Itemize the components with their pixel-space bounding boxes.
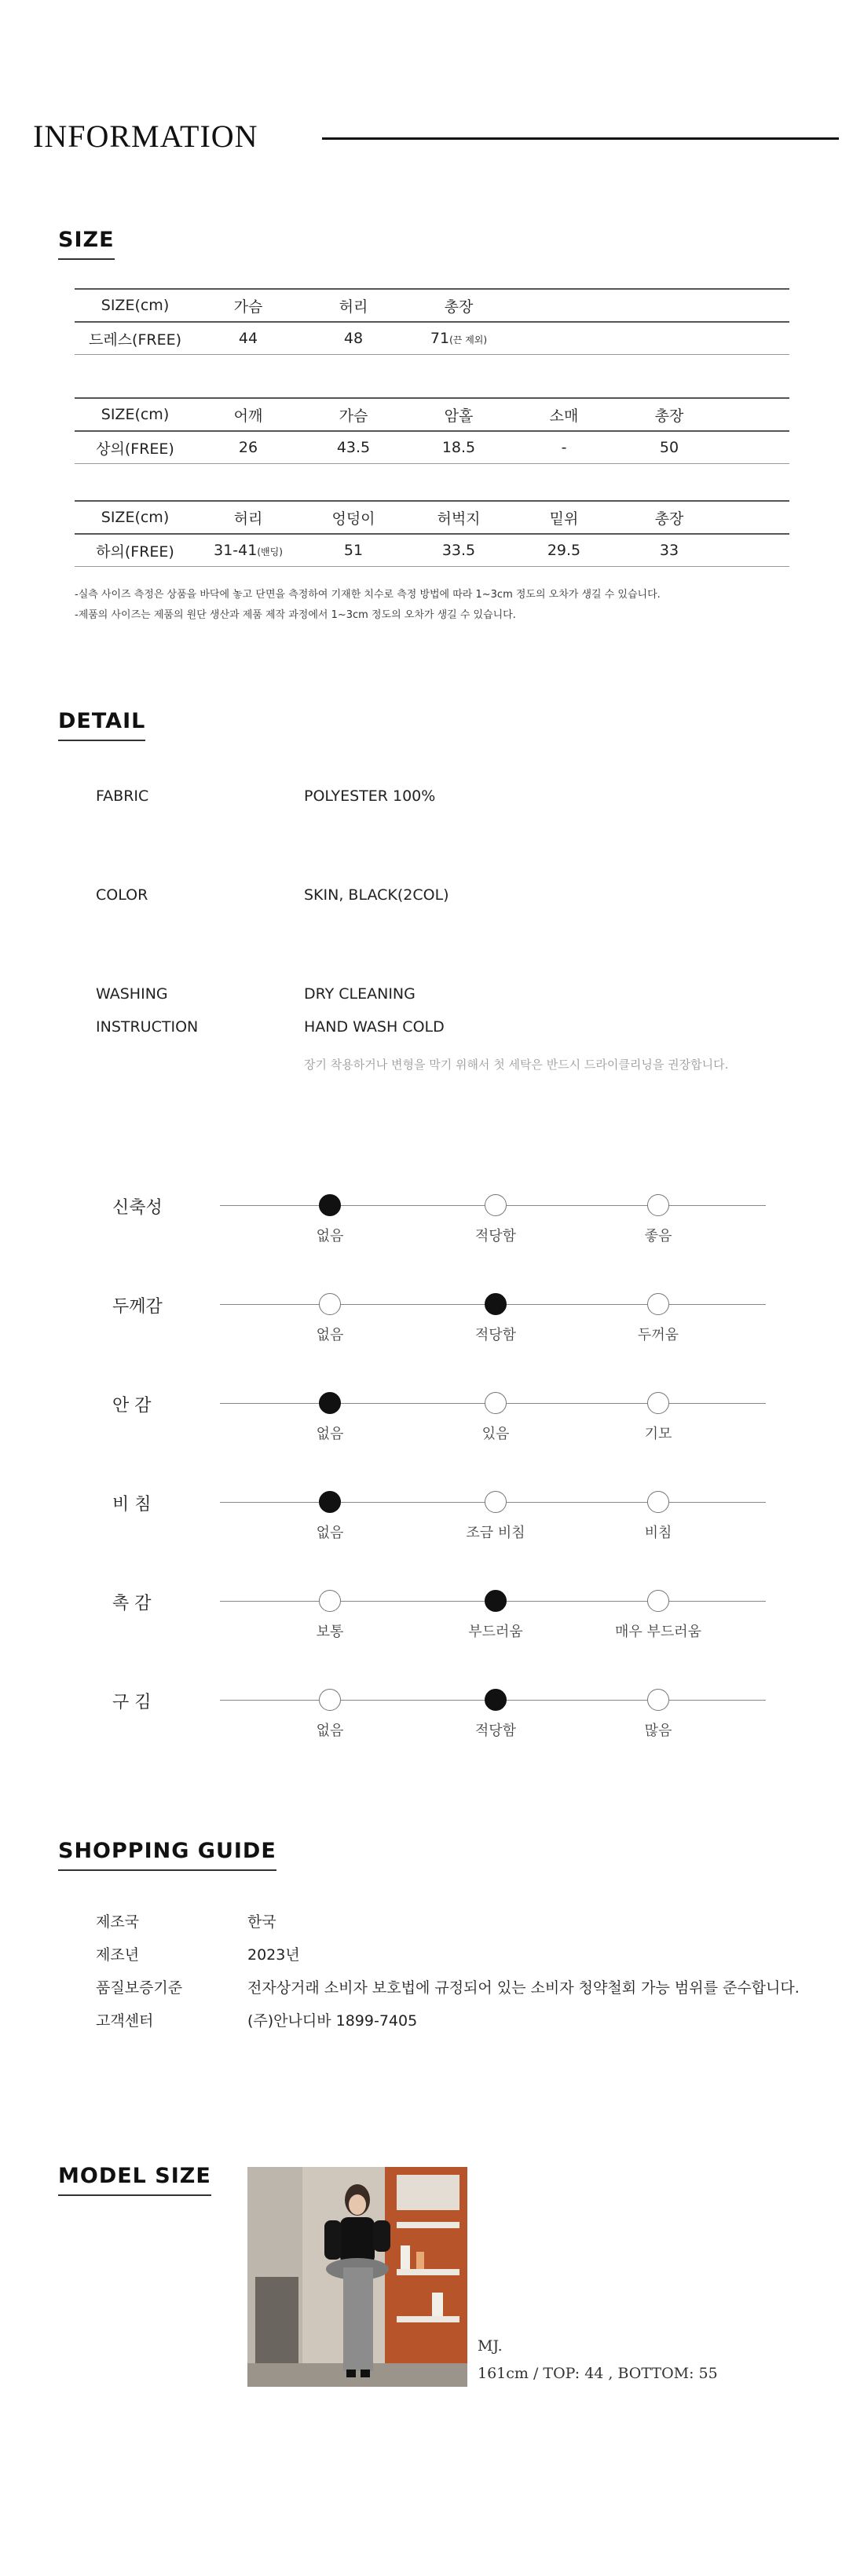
washing-label: WASHING [96,985,168,1003]
header-cell: 허리 [301,289,406,322]
option-label: 두꺼움 [637,1327,679,1343]
option-dot [647,1293,669,1315]
header-cell: 총장 [617,398,722,431]
selected-option-dot [319,1392,341,1414]
value-cell: 50 [617,431,722,464]
value-text: 71 [430,330,450,347]
size-section-title: SIZE [58,228,115,260]
shopping-label: 제조국 [96,1913,140,1931]
value-cell: 18.5 [406,431,511,464]
size-table-top [75,397,789,464]
value-note: (밴딩) [257,546,283,557]
size-table-header [75,398,789,431]
header-cell: 어깨 [196,398,301,431]
option-dot [319,1293,341,1315]
option-dot [647,1392,669,1414]
shopping-value: 2023년 [247,1946,300,1964]
model-name: MJ. [478,2337,503,2355]
option-dot [647,1491,669,1513]
shopping-label: 품질보증기준 [96,1979,183,1997]
washing-note: 장기 착용하거나 변형을 막기 위해서 첫 세탁은 반드시 드라이클리닝을 권장합니다. [304,1058,729,1072]
header-cell: 엉덩이 [301,501,406,534]
model-photo-illustration [247,2167,467,2387]
size-table-row [75,322,789,355]
selected-option-dot [319,1194,341,1216]
washing-value-2: HAND WASH COLD [304,1018,445,1036]
option-label: 부드러움 [468,1624,523,1640]
value-cell: 51 [301,534,406,567]
header-cell: 총장 [406,289,511,322]
instruction-label: INSTRUCTION [96,1018,199,1036]
value-text: 31-41 [214,542,258,559]
option-label: 좋음 [644,1228,672,1244]
option-label: 없음 [316,1327,344,1343]
shopping-guide-title: SHOPPING GUIDE [58,1839,276,1871]
fabric-label: FABRIC [96,787,149,805]
header-cell: 총장 [617,501,722,534]
header-cell: SIZE(cm) [75,398,196,431]
attribute-name: 안 감 [112,1396,152,1416]
value-cell: 26 [196,431,301,464]
header-cell: 허리 [196,501,301,534]
size-note: -제품의 사이즈는 제품의 원단 생산과 제품 제작 과정에서 1~3cm 정도의 오차가 생길 수 있습니다. [75,609,516,621]
option-dot [485,1194,507,1216]
header-cell: SIZE(cm) [75,289,196,322]
color-value: SKIN, BLACK(2COL) [304,886,449,904]
value-cell [196,534,301,567]
option-label: 없음 [316,1723,344,1739]
information-title: INFORMATION [33,119,258,154]
option-label: 기모 [644,1426,672,1442]
header-cell: 암홀 [406,398,511,431]
option-label: 조금 비침 [466,1525,525,1541]
option-label: 비침 [644,1525,672,1541]
shopping-label: 제조년 [96,1946,140,1964]
value-cell: - [511,431,617,464]
value-cell: 33 [617,534,722,567]
value-cell: 드레스(FREE) [75,322,196,355]
fabric-value: POLYESTER 100% [304,787,436,805]
attribute-name: 구 김 [112,1693,152,1712]
attribute-name: 신축성 [112,1198,163,1218]
size-note: -실측 사이즈 측정은 상품을 바닥에 놓고 단면을 측정하여 기재한 치수로 측정 방법에 따라 1~3cm 정도의 오차가 생길 수 있습니다. [75,589,661,601]
detail-section-title: DETAIL [58,709,145,741]
header-cell: 소매 [511,398,617,431]
value-cell: 상의(FREE) [75,431,196,464]
size-table-row [75,431,789,464]
option-dot [319,1689,341,1711]
size-table-header [75,289,789,322]
selected-option-dot [319,1491,341,1513]
washing-value: DRY CLEANING [304,985,416,1003]
shopping-label: 고객센터 [96,2012,154,2030]
option-label: 보통 [316,1624,344,1640]
value-cell: 하의(FREE) [75,534,196,567]
option-label: 없음 [316,1228,344,1244]
attribute-name: 비 침 [112,1495,152,1515]
option-label: 적당함 [474,1228,517,1244]
attribute-name: 촉 감 [112,1594,152,1613]
header-cell: 허벅지 [406,501,511,534]
shopping-value: (주)안나디바 1899-7405 [247,2012,418,2030]
header-cell: SIZE(cm) [75,501,196,534]
shopping-value: 한국 [247,1913,276,1931]
option-label: 있음 [481,1426,510,1442]
value-cell: 48 [301,322,406,355]
header-cell: 밑위 [511,501,617,534]
value-note: (끈 제외) [449,334,488,345]
information-divider [322,137,839,140]
selected-option-dot [485,1293,507,1315]
value-cell: 29.5 [511,534,617,567]
selected-option-dot [485,1590,507,1612]
model-measurements: 161cm / TOP: 44 , BOTTOM: 55 [478,2365,718,2382]
header-cell: 가슴 [301,398,406,431]
shopping-value: 전자상거래 소비자 보호법에 규정되어 있는 소비자 청약철회 가능 범위를 준수합니다. [247,1979,800,1997]
option-dot [319,1590,341,1612]
model-size-title: MODEL SIZE [58,2164,211,2196]
option-dot [647,1689,669,1711]
option-label: 없음 [316,1525,344,1541]
option-label: 적당함 [474,1327,517,1343]
size-table-row [75,534,789,567]
option-dot [485,1392,507,1414]
size-table-header [75,501,789,534]
value-cell: 44 [196,322,301,355]
header-cell: 가슴 [196,289,301,322]
option-label: 적당함 [474,1723,517,1739]
option-dot [647,1590,669,1612]
option-label: 매우 부드러움 [614,1624,702,1640]
color-label: COLOR [96,886,148,904]
option-dot [647,1194,669,1216]
value-cell [406,322,511,355]
selected-option-dot [485,1689,507,1711]
size-notes [75,585,661,626]
option-label: 많음 [644,1723,672,1739]
attribute-name: 두께감 [112,1297,163,1317]
size-table-bottom [75,500,789,567]
size-table-dress [75,288,789,355]
value-cell: 43.5 [301,431,406,464]
model-photo [247,2167,467,2387]
option-label: 없음 [316,1426,344,1442]
option-dot [485,1491,507,1513]
value-cell: 33.5 [406,534,511,567]
